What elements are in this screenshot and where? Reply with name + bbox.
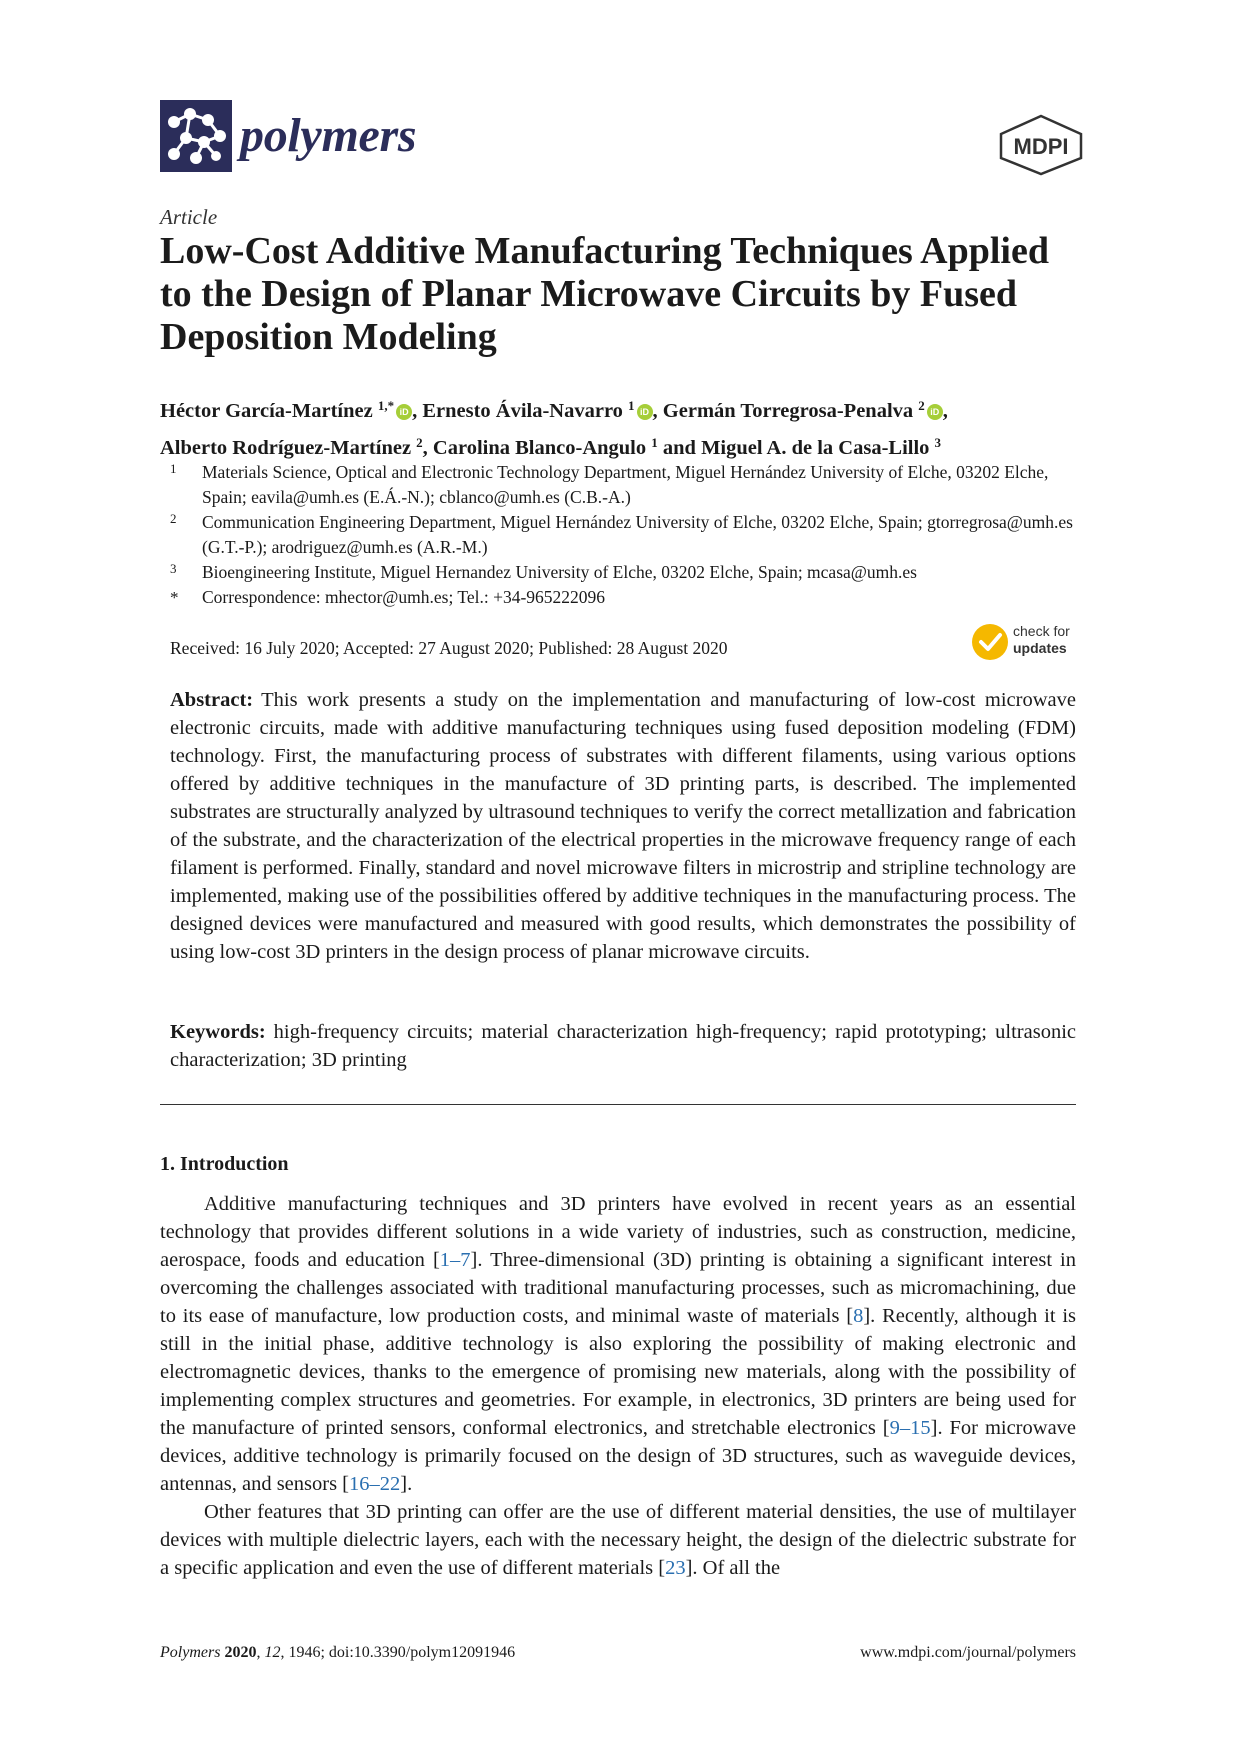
author-affiliation-mark: 2 — [918, 398, 925, 413]
orcid-icon[interactable]: iD — [396, 404, 412, 420]
paragraph-text: ]. Of all the — [685, 1557, 781, 1579]
affiliation-text: Bioengineering Institute, Miguel Hernandez University of Elche, 03202 Elche, Spain; mcasa@umh.es — [202, 562, 917, 582]
author-affiliation-mark: 1,* — [377, 398, 395, 413]
paragraph-text: Additive manufacturing techniques and 3D printers have evolved in recent years as an essential technology that provides different solutions in a wide variety of industries, such as construction, medicine, aerospace, foods and education [ — [160, 1193, 1076, 1271]
paragraph-text: ]. For microwave devices, additive technology is primarily focused on the design of 3D structures, such as waveguide devices, antennas, and sensors [ — [160, 1417, 1077, 1495]
introduction-body — [160, 1190, 1076, 1582]
abstract-label: Abstract: — [170, 689, 254, 711]
author-affiliation-mark: 1 — [651, 435, 658, 450]
section-heading: 1. Introduction — [160, 1153, 289, 1175]
author-affiliation-mark: 2 — [416, 435, 423, 450]
author-name: Carolina Blanco-Angulo — [432, 437, 647, 459]
paragraph — [160, 1190, 1076, 1498]
paragraph-text: ]. Three-dimensional (3D) printing is obtaining a significant interest in overcoming the challenges associated with traditional manufacturing processes, such as micromachining, due to its ease of manufacture, low production costs, and minimal waste of materials [ — [160, 1249, 1077, 1327]
orcid-icon[interactable]: iD — [927, 404, 943, 420]
paper-title: Low-Cost Additive Manufacturing Techniques Applied to the Design of Planar Microwave Circuits by Fused Deposition Modeling — [160, 230, 1049, 358]
author-name: Germán Torregrosa-Penalva — [662, 400, 914, 422]
footer-journal: Polymers — [160, 1644, 221, 1661]
affiliation-number: 3 — [170, 561, 177, 576]
author-conjunction: and — [662, 437, 696, 459]
check-updates-line1: check for — [1013, 623, 1070, 639]
paragraph-text: ]. Recently, although it is still in the initial phase, additive technology is also exploring the possibility of making electronic and electromagnetic devices, thanks to the emergence of promising new materials, along with the possibility of implementing complex structures and geometries. For example, in electronics, 3D printers are being used for the manufacture of printed sensors, conformal electronics, and stretchable electronics [ — [160, 1305, 1076, 1439]
publisher-name: MDPI — [1013, 134, 1069, 159]
orcid-icon[interactable]: iD — [637, 404, 653, 420]
author-name: Miguel A. de la Casa-Lillo — [701, 437, 930, 459]
author-affiliation-mark: 1 — [628, 398, 635, 413]
abstract — [170, 686, 1076, 966]
publication-dates: Received: 16 July 2020; Accepted: 27 August 2020; Published: 28 August 2020 — [170, 638, 728, 658]
correspondence-item — [170, 585, 1090, 610]
footer-url[interactable]: www.mdpi.com/journal/polymers — [860, 1644, 1076, 1661]
check-updates-line2: updates — [1013, 640, 1067, 656]
journal-logo-icon — [160, 100, 232, 172]
citation-link[interactable]: 1–7 — [439, 1249, 471, 1271]
article-type: Article — [160, 205, 218, 229]
citation-link[interactable]: 23 — [665, 1557, 686, 1579]
author-list: Héctor García-Martínez $^{1,*}$ iD , Ernesto Ávila-Navarro $^1$ iD , Germán Torregrosa-Penalva $^2$ iD , Alberto Rodríguez-Martínez $^2$, Carolina Blanco-Angulo $^1$ and Miguel A. de la Casa-Lillo $^3$ — [160, 398, 948, 459]
affiliation-text: Materials Science, Optical and Electronic Technology Department, Miguel Hernández University of Elche, 03202 Elche, Spain; eavila@umh.es (E.Á.-N.); cblanco@umh.es (C.B.-A.) — [202, 462, 1049, 507]
publisher-logo-icon — [997, 114, 1085, 176]
affiliation-number: 2 — [170, 511, 177, 526]
correspondence-text: Correspondence: mhector@umh.es; Tel.: +34-965222096 — [202, 587, 606, 607]
footer-citation: Polymers 2020, 12, 1946; doi:10.3390/polym12091946 — [160, 1644, 516, 1661]
author-name: Ernesto Ávila-Navarro — [422, 400, 623, 422]
affiliation-text: Communication Engineering Department, Miguel Hernández University of Elche, 03202 Elche, Spain; gtorregrosa@umh.es (G.T.-P.); arodriguez@umh.es (A.R.-M.) — [202, 512, 1073, 557]
citation-link[interactable]: 9–15 — [889, 1417, 931, 1439]
section-divider — [160, 1104, 1076, 1105]
keywords-label: Keywords: — [170, 1021, 266, 1043]
author-name: Héctor García-Martínez — [160, 400, 373, 422]
correspondence-mark: * — [170, 588, 179, 607]
abstract-text: This work presents a study on the implementation and manufacturing of low-cost microwave electronic circuits, made with additive manufacturing techniques using fused deposition modeling (FDM) technology. First, the manufacturing process of substrates with different filaments, using various options offered by additive techniques in the manufacture of 3D printing parts, is described. The implemented substrates are structurally analyzed by ultrasound techniques to verify the correct metallization and fabrication of the substrate, and the characterization of the electrical properties in the microwave frequency range of each filament is performed. Finally, standard and novel microwave filters in microstrip and stripline technology are implemented, making use of the possibilities offered by additive techniques in the manufacturing process. The designed devices were manufactured and measured with good results, which demonstrates the possibility of using low-cost 3D printers in the design process of planar microwave circuits. — [170, 689, 1076, 963]
journal-name: polymers — [240, 109, 417, 162]
affiliation-number: 1 — [170, 461, 177, 476]
affiliation-item — [170, 460, 1090, 510]
footer-doi: , 1946; doi:10.3390/polym12091946 — [280, 1644, 516, 1661]
affiliation-item — [170, 510, 1090, 560]
check-for-updates-button[interactable] — [972, 622, 1092, 662]
author-name: Alberto Rodríguez-Martínez — [160, 437, 412, 459]
affiliation-item — [170, 560, 1090, 585]
author-affiliation-mark: 3 — [934, 435, 942, 450]
affiliation-list — [170, 460, 1090, 610]
footer-year: 2020 — [224, 1644, 257, 1661]
citation-link[interactable]: 16–22 — [349, 1473, 401, 1495]
keywords — [170, 1018, 1076, 1074]
citation-link[interactable]: 8 — [853, 1305, 864, 1327]
paragraph — [160, 1498, 1076, 1582]
keywords-text: high-frequency circuits; material characterization high-frequency; rapid prototyping; ultrasonic characterization; 3D printing — [170, 1021, 1076, 1071]
paragraph-text: ]. — [400, 1473, 413, 1495]
footer-volume: 12 — [264, 1644, 281, 1661]
checkmark-icon — [972, 624, 1008, 660]
page-header — [160, 100, 1085, 178]
paragraph-text: Other features that 3D printing can offer are the use of different material densities, the use of multilayer devices with multiple dielectric layers, each with the necessary height, the design of the dielectric substrate for a specific application and even the use of different materials [ — [160, 1501, 1076, 1579]
